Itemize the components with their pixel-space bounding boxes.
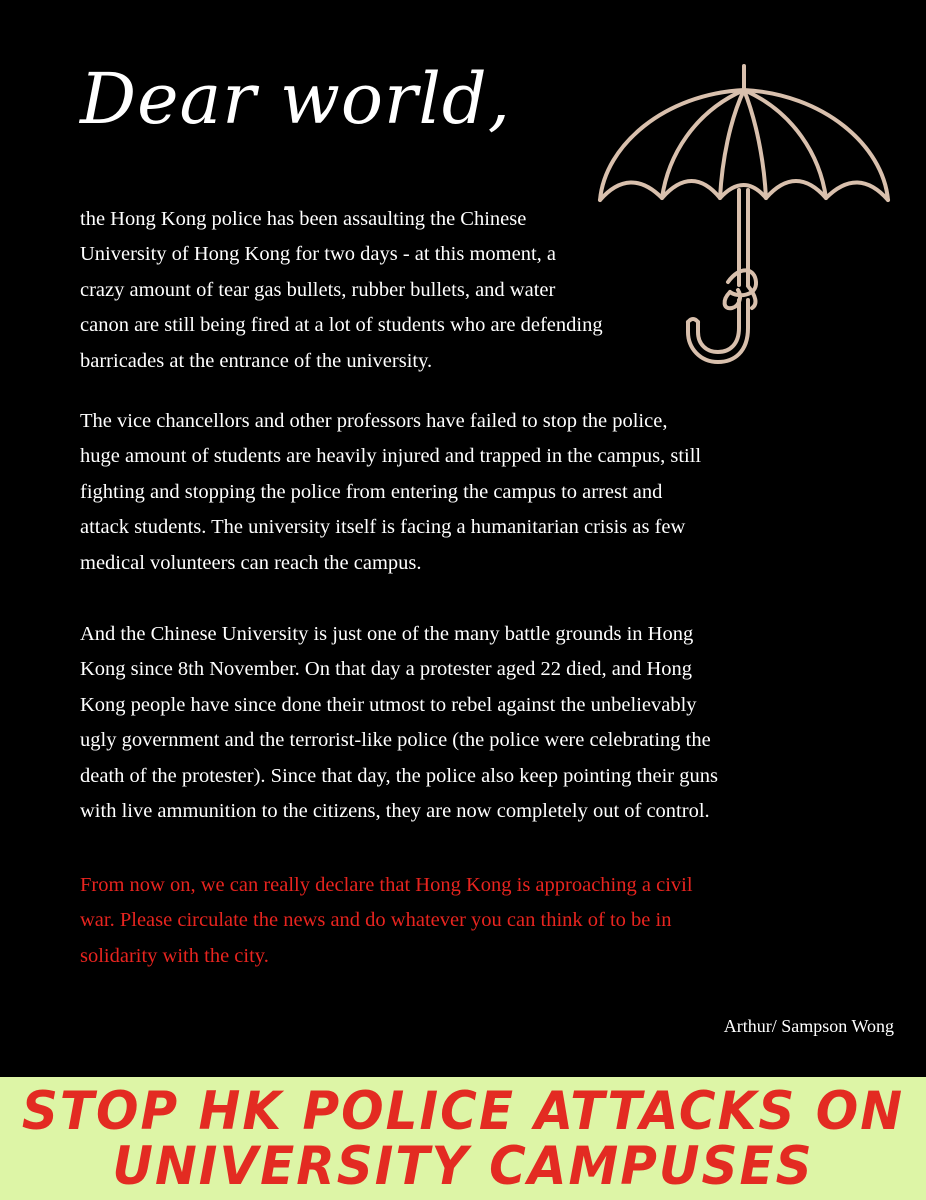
text-line: University of Hong Kong for two days - at this moment, a xyxy=(80,243,556,266)
text-line: The vice chancellors and other professors have failed to stop the police, xyxy=(80,410,668,432)
text-line: attack students. The university itself is facing a humanitarian crisis as few xyxy=(80,516,686,539)
text-line: fighting and stopping the police from entering the campus to arrest and xyxy=(80,480,663,503)
paragraph-civil-war-warning xyxy=(80,868,870,974)
letter-heading: Dear world, xyxy=(80,58,511,140)
text-line: canon are still being fired at a lot of students who are defending xyxy=(80,314,603,337)
text-line: And the Chinese University is just one of the many battle grounds in Hong xyxy=(80,623,694,645)
banner-slogan-line-2: UNIVERSITY CAMPUSES xyxy=(112,1135,814,1197)
text-line: the Hong Kong police has been assaulting the Chinese xyxy=(80,208,527,230)
text-line: death of the protester). Since that day, the police also keep pointing their guns xyxy=(80,764,718,787)
signature: Arthur/ Sampson Wong xyxy=(723,1016,894,1036)
banner-slogan-line-1: STOP HK POLICE ATTACKS ON xyxy=(21,1080,905,1142)
text-line: huge amount of students are heavily injured and trapped in the campus, still xyxy=(80,445,702,468)
paragraph-battle-grounds xyxy=(80,617,870,829)
text-line: barricades at the entrance of the university. xyxy=(80,349,433,372)
text-line: medical volunteers can reach the campus. xyxy=(80,551,422,574)
text-line: with live ammunition to the citizens, they are now completely out of control. xyxy=(80,800,710,823)
text-line: war. Please circulate the news and do whatever you can think of to be in xyxy=(80,909,672,932)
text-line: Kong people have since done their utmost to rebel against the unbelievably xyxy=(80,693,697,716)
text-line: Kong since 8th November. On that day a protester aged 22 died, and Hong xyxy=(80,658,692,681)
paragraph-intro xyxy=(80,202,680,379)
text-line: crazy amount of tear gas bullets, rubber bullets, and water xyxy=(80,278,556,301)
text-line: ugly government and the terrorist-like police (the police were celebrating the xyxy=(80,729,711,752)
paragraph-professors xyxy=(80,404,860,581)
text-line: solidarity with the city. xyxy=(80,944,269,967)
text-line: From now on, we can really declare that Hong Kong is approaching a civil xyxy=(80,874,693,896)
